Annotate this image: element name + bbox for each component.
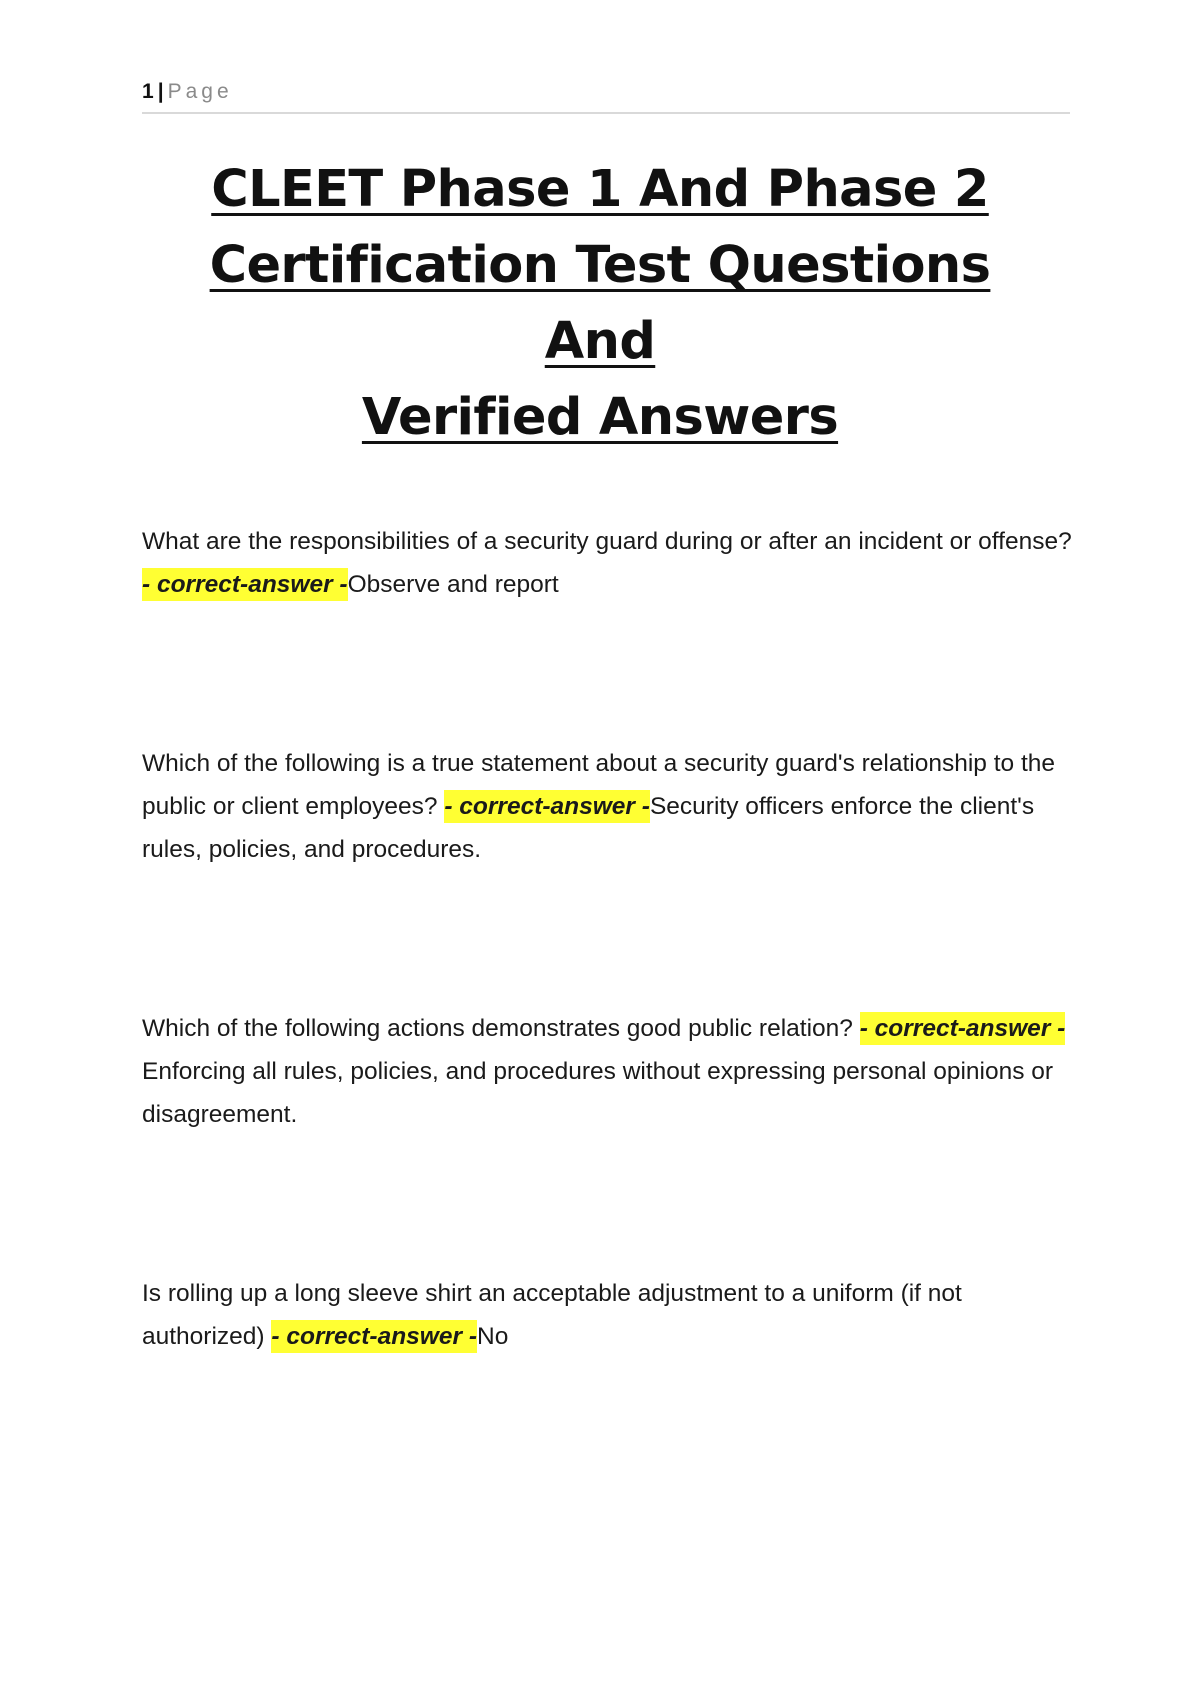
answer-text: Observe and report [347, 571, 559, 598]
answer-text: Security officers enforce the client's rules, policies, and procedures. [142, 793, 1035, 863]
title-line-3: Verified Answers [361, 388, 839, 447]
page-label: Page [167, 80, 233, 103]
page-header [142, 80, 1070, 114]
qa-item-3 [142, 1007, 1072, 1136]
question-text: What are the responsibilities of a security guard during or after an incident or offense? [142, 528, 1072, 555]
document-title [150, 152, 1050, 456]
page-separator: | [157, 80, 164, 103]
answer-text: Enforcing all rules, policies, and procedures without expressing personal opinions or disagreement. [142, 1058, 1054, 1128]
page-number: 1 [142, 80, 154, 103]
correct-answer-marker: - correct-answer - [142, 568, 348, 601]
title-line-1: CLEET Phase 1 And Phase 2 [211, 160, 989, 219]
question-text: Which of the following actions demonstrates good public relation? [142, 1015, 860, 1042]
correct-answer-marker: - correct-answer - [271, 1320, 477, 1353]
correct-answer-marker: - correct-answer - [444, 790, 650, 823]
qa-item-1 [142, 520, 1072, 606]
question-text: Is rolling up a long sleeve shirt an acceptable adjustment to a uniform (if not authorized) [142, 1280, 962, 1350]
question-text: Which of the following is a true statement about a security guard's relationship to the public or client employees? [142, 750, 1056, 820]
title-line-2: Certification Test Questions And [209, 236, 991, 371]
correct-answer-marker: - correct-answer - [860, 1012, 1066, 1045]
qa-item-2 [142, 742, 1072, 871]
qa-item-4 [142, 1272, 1072, 1358]
answer-text: No [477, 1323, 509, 1350]
